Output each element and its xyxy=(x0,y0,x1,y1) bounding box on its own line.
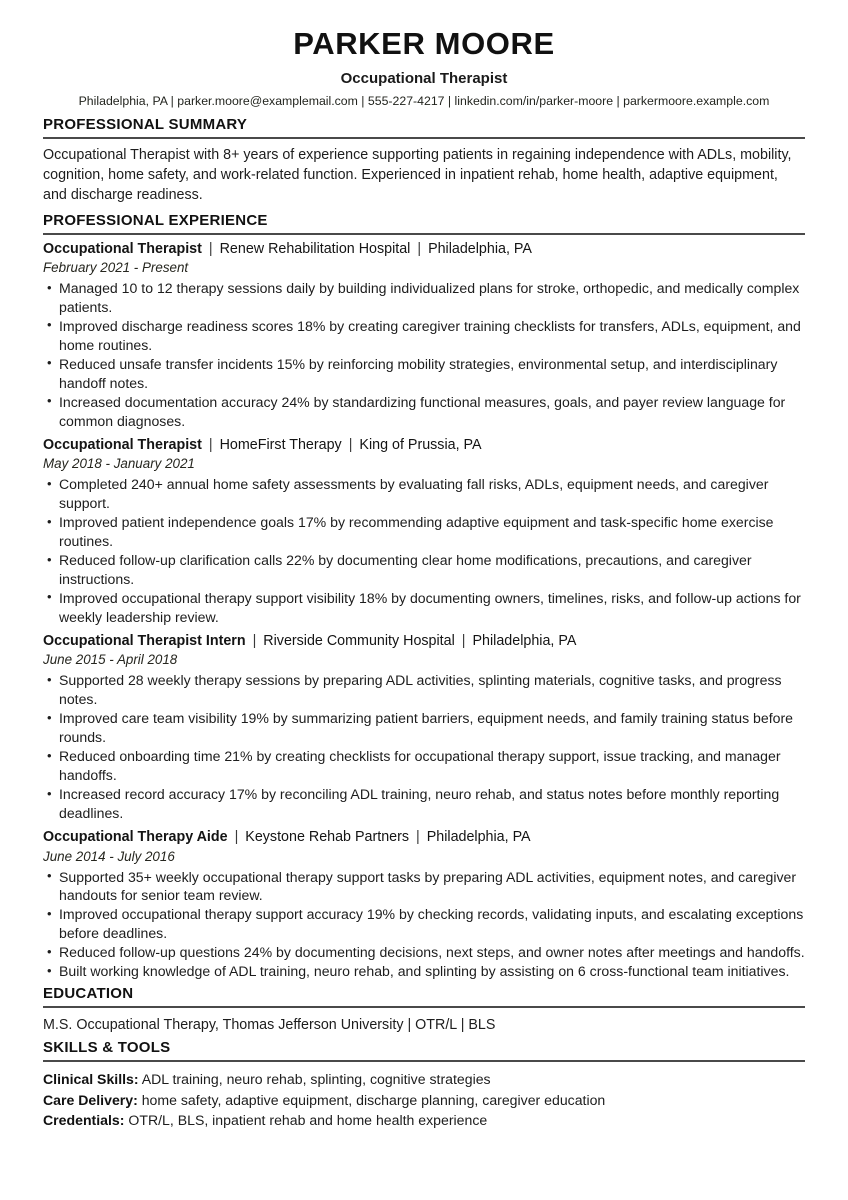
experience-organization: Riverside Community Hospital xyxy=(263,632,455,649)
experience-separator: | xyxy=(461,632,466,649)
experience-bullet: • Improved occupational therapy support visibility 18% by documenting owners, timelines, risks, and follow-up actions for weekly leadership review. xyxy=(43,589,805,627)
experience-header xyxy=(43,240,805,259)
experience-bullet-list xyxy=(43,279,805,431)
experience-bullet: • Increased documentation accuracy 24% by standardizing functional measures, goals, and payer review language for common diagnoses. xyxy=(43,393,805,431)
experience-organization: Renew Rehabilitation Hospital xyxy=(219,240,411,257)
experience-bullet-list xyxy=(43,868,805,982)
experience-dates: June 2014 - July 2016 xyxy=(43,848,175,864)
contact-line: Philadelphia, PA | parker.moore@examplemail.com | 555-227-4217 | linkedin.com/in/parker-moore | parkermoore.example.com xyxy=(78,93,770,108)
candidate-job-title: Occupational Therapist xyxy=(340,69,508,87)
experience-role: Occupational Therapy Aide xyxy=(43,828,228,845)
experience-list xyxy=(43,240,805,982)
experience-bullet: • Improved occupational therapy support accuracy 19% by checking records, validating inputs, and escalating exceptions before deadlines. xyxy=(43,905,805,943)
skill-line xyxy=(43,1110,805,1131)
experience-dates: May 2018 - January 2021 xyxy=(43,456,195,472)
experience-separator: | xyxy=(348,436,353,453)
skill-label: Care Delivery: xyxy=(43,1091,138,1108)
experience-separator: | xyxy=(234,828,239,845)
section-heading-education: EDUCATION xyxy=(43,985,805,1008)
experience-location: King of Prussia, PA xyxy=(359,436,482,453)
experience-location: Philadelphia, PA xyxy=(426,828,531,845)
experience-bullet-list xyxy=(43,671,805,823)
experience-bullet: • Reduced follow-up questions 24% by documenting decisions, next steps, and owner notes after meetings and handoffs. xyxy=(43,943,805,962)
experience-bullet: • Reduced unsafe transfer incidents 15% by reinforcing mobility strategies, environmental setup, and interdisciplinary handoff notes. xyxy=(43,355,805,393)
experience-separator: | xyxy=(208,240,213,257)
experience-bullet: • Completed 240+ annual home safety assessments by evaluating fall risks, ADLs, equipment needs, and caregiver support. xyxy=(43,475,805,513)
experience-location: Philadelphia, PA xyxy=(472,632,577,649)
experience-bullet: • Built working knowledge of ADL training, neuro rehab, and splinting by assisting on 6 cross-functional team initiatives. xyxy=(43,962,805,981)
experience-separator: | xyxy=(208,436,213,453)
professional-summary-text: Occupational Therapist with 8+ years of experience supporting patients in regaining independence with ADLs, mobility, cognition, home safety, and work-related function. Experienced in inpatient rehab, home health, adaptive equipment, and discharge readiness. xyxy=(43,147,792,204)
skill-label: Clinical Skills: xyxy=(43,1071,139,1088)
experience-bullet: • Reduced onboarding time 21% by creating checklists for occupational therapy support, issue tracking, and manager handoffs. xyxy=(43,747,805,785)
experience-entry xyxy=(43,828,805,981)
skill-value: ADL training, neuro rehab, splinting, cognitive strategies xyxy=(138,1071,491,1088)
experience-organization: Keystone Rehab Partners xyxy=(245,828,410,845)
experience-separator: | xyxy=(252,632,257,649)
experience-bullet: • Supported 28 weekly therapy sessions by preparing ADL activities, splinting materials, cognitive tasks, and progress notes. xyxy=(43,671,805,709)
experience-separator: | xyxy=(416,828,420,845)
experience-entry xyxy=(43,240,805,431)
experience-role: Occupational Therapist xyxy=(43,240,202,257)
skill-value: home safety, adaptive equipment, discharge planning, caregiver education xyxy=(137,1091,606,1108)
experience-header xyxy=(43,828,805,847)
experience-bullet: • Managed 10 to 12 therapy sessions daily by building individualized plans for stroke, orthopedic, and medically complex patients. xyxy=(43,279,805,317)
section-heading-professional-experience: PROFESSIONAL EXPERIENCE xyxy=(43,212,805,235)
skill-value: OTR/L, BLS, inpatient rehab and home health experience xyxy=(124,1112,488,1129)
experience-bullet: • Reduced follow-up clarification calls 22% by documenting clear home modifications, precautions, and caregiver instructions. xyxy=(43,551,805,589)
experience-bullet-list xyxy=(43,475,805,627)
experience-bullet: • Increased record accuracy 17% by reconciling ADL training, neuro rehab, and status notes before monthly reporting deadlines. xyxy=(43,785,805,823)
section-heading-skills-tools: SKILLS & TOOLS xyxy=(43,1039,805,1062)
experience-dates: February 2021 - Present xyxy=(43,260,189,276)
skill-line xyxy=(43,1090,805,1111)
experience-header xyxy=(43,436,805,455)
skill-label: Credentials: xyxy=(43,1112,125,1129)
experience-location: Philadelphia, PA xyxy=(428,240,532,257)
candidate-name: PARKER MOORE xyxy=(293,26,555,61)
experience-entry xyxy=(43,436,805,627)
experience-bullet: • Improved patient independence goals 17% by recommending adaptive equipment and task-specific home exercise routines. xyxy=(43,513,805,551)
section-heading-professional-summary: PROFESSIONAL SUMMARY xyxy=(43,116,805,139)
experience-role: Occupational Therapist Intern xyxy=(43,632,246,649)
experience-bullet: • Supported 35+ weekly occupational therapy support tasks by preparing ADL activities, equipment notes, and caregiver handouts for senior team review. xyxy=(43,868,805,906)
skill-line xyxy=(43,1069,805,1090)
experience-entry xyxy=(43,632,805,823)
experience-bullet: • Improved care team visibility 19% by summarizing patient barriers, equipment needs, and family training status before rounds. xyxy=(43,709,805,747)
experience-dates: June 2015 - April 2018 xyxy=(43,652,178,668)
experience-header xyxy=(43,632,805,651)
experience-role: Occupational Therapist xyxy=(43,436,202,453)
experience-separator: | xyxy=(417,240,422,257)
experience-organization: HomeFirst Therapy xyxy=(219,436,342,453)
experience-bullet: • Improved discharge readiness scores 18% by creating caregiver training checklists for transfers, ADLs, equipment, and home routines. xyxy=(43,317,805,355)
education-entry: M.S. Occupational Therapy, Thomas Jefferson University | OTR/L | BLS xyxy=(43,1017,496,1034)
skills-list xyxy=(43,1069,805,1131)
